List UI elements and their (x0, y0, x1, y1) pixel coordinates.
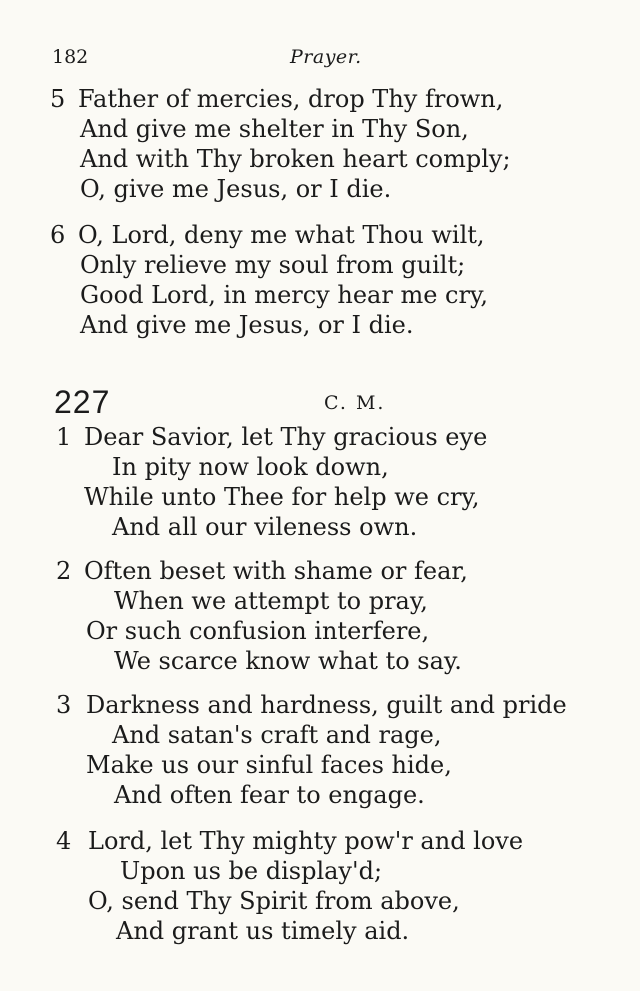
verse-line: And give me shelter in Thy Son, (80, 115, 469, 143)
verse-line: O, send Thy Spirit from above, (88, 887, 460, 915)
hymn-meter: C. M. (324, 392, 386, 414)
verse-line: Upon us be display'd; (120, 857, 383, 885)
verse-line: Only relieve my soul from guilt; (80, 251, 466, 279)
page-number: 182 (52, 46, 89, 68)
running-title: Prayer. (290, 46, 362, 68)
verse-line: While unto Thee for help we cry, (84, 483, 480, 511)
verse-line: When we attempt to pray, (114, 587, 428, 615)
verse-line: Often beset with shame or fear, (84, 557, 468, 585)
verse-line: Father of mercies, drop Thy frown, (78, 85, 504, 113)
stanza-number: 5 (50, 85, 66, 113)
verse-line: And grant us timely aid. (116, 917, 410, 945)
stanza-number: 4 (56, 827, 72, 855)
verse-line: And with Thy broken heart comply; (80, 145, 511, 173)
verse-line: O, give me Jesus, or I die. (80, 175, 392, 203)
verse-line: And satan's craft and rage, (112, 721, 442, 749)
stanza-number: 6 (50, 221, 66, 249)
verse-line: Good Lord, in mercy hear me cry, (80, 281, 488, 309)
verse-line: Lord, let Thy mighty pow'r and love (88, 827, 524, 855)
verse-line: O, Lord, deny me what Thou wilt, (78, 221, 485, 249)
hymn-header (54, 384, 414, 424)
verse-line: Or such confusion interfere, (86, 617, 430, 645)
verse-line: And give me Jesus, or I die. (80, 311, 414, 339)
hymn-number: 227 (54, 384, 111, 420)
stanza-number: 1 (56, 423, 72, 451)
stanza-number: 2 (56, 557, 72, 585)
verse-line: Make us our sinful faces hide, (86, 751, 452, 779)
verse-line: And all our vileness own. (112, 513, 418, 541)
verse-line: Dear Savior, let Thy gracious eye (84, 423, 488, 451)
verse-line: We scarce know what to say. (114, 647, 462, 675)
verse-line: Darkness and hardness, guilt and pride (86, 691, 567, 719)
verse-line: In pity now look down, (112, 453, 389, 481)
verse-line: And often fear to engage. (114, 781, 425, 809)
running-header (52, 46, 600, 72)
stanza-number: 3 (56, 691, 72, 719)
